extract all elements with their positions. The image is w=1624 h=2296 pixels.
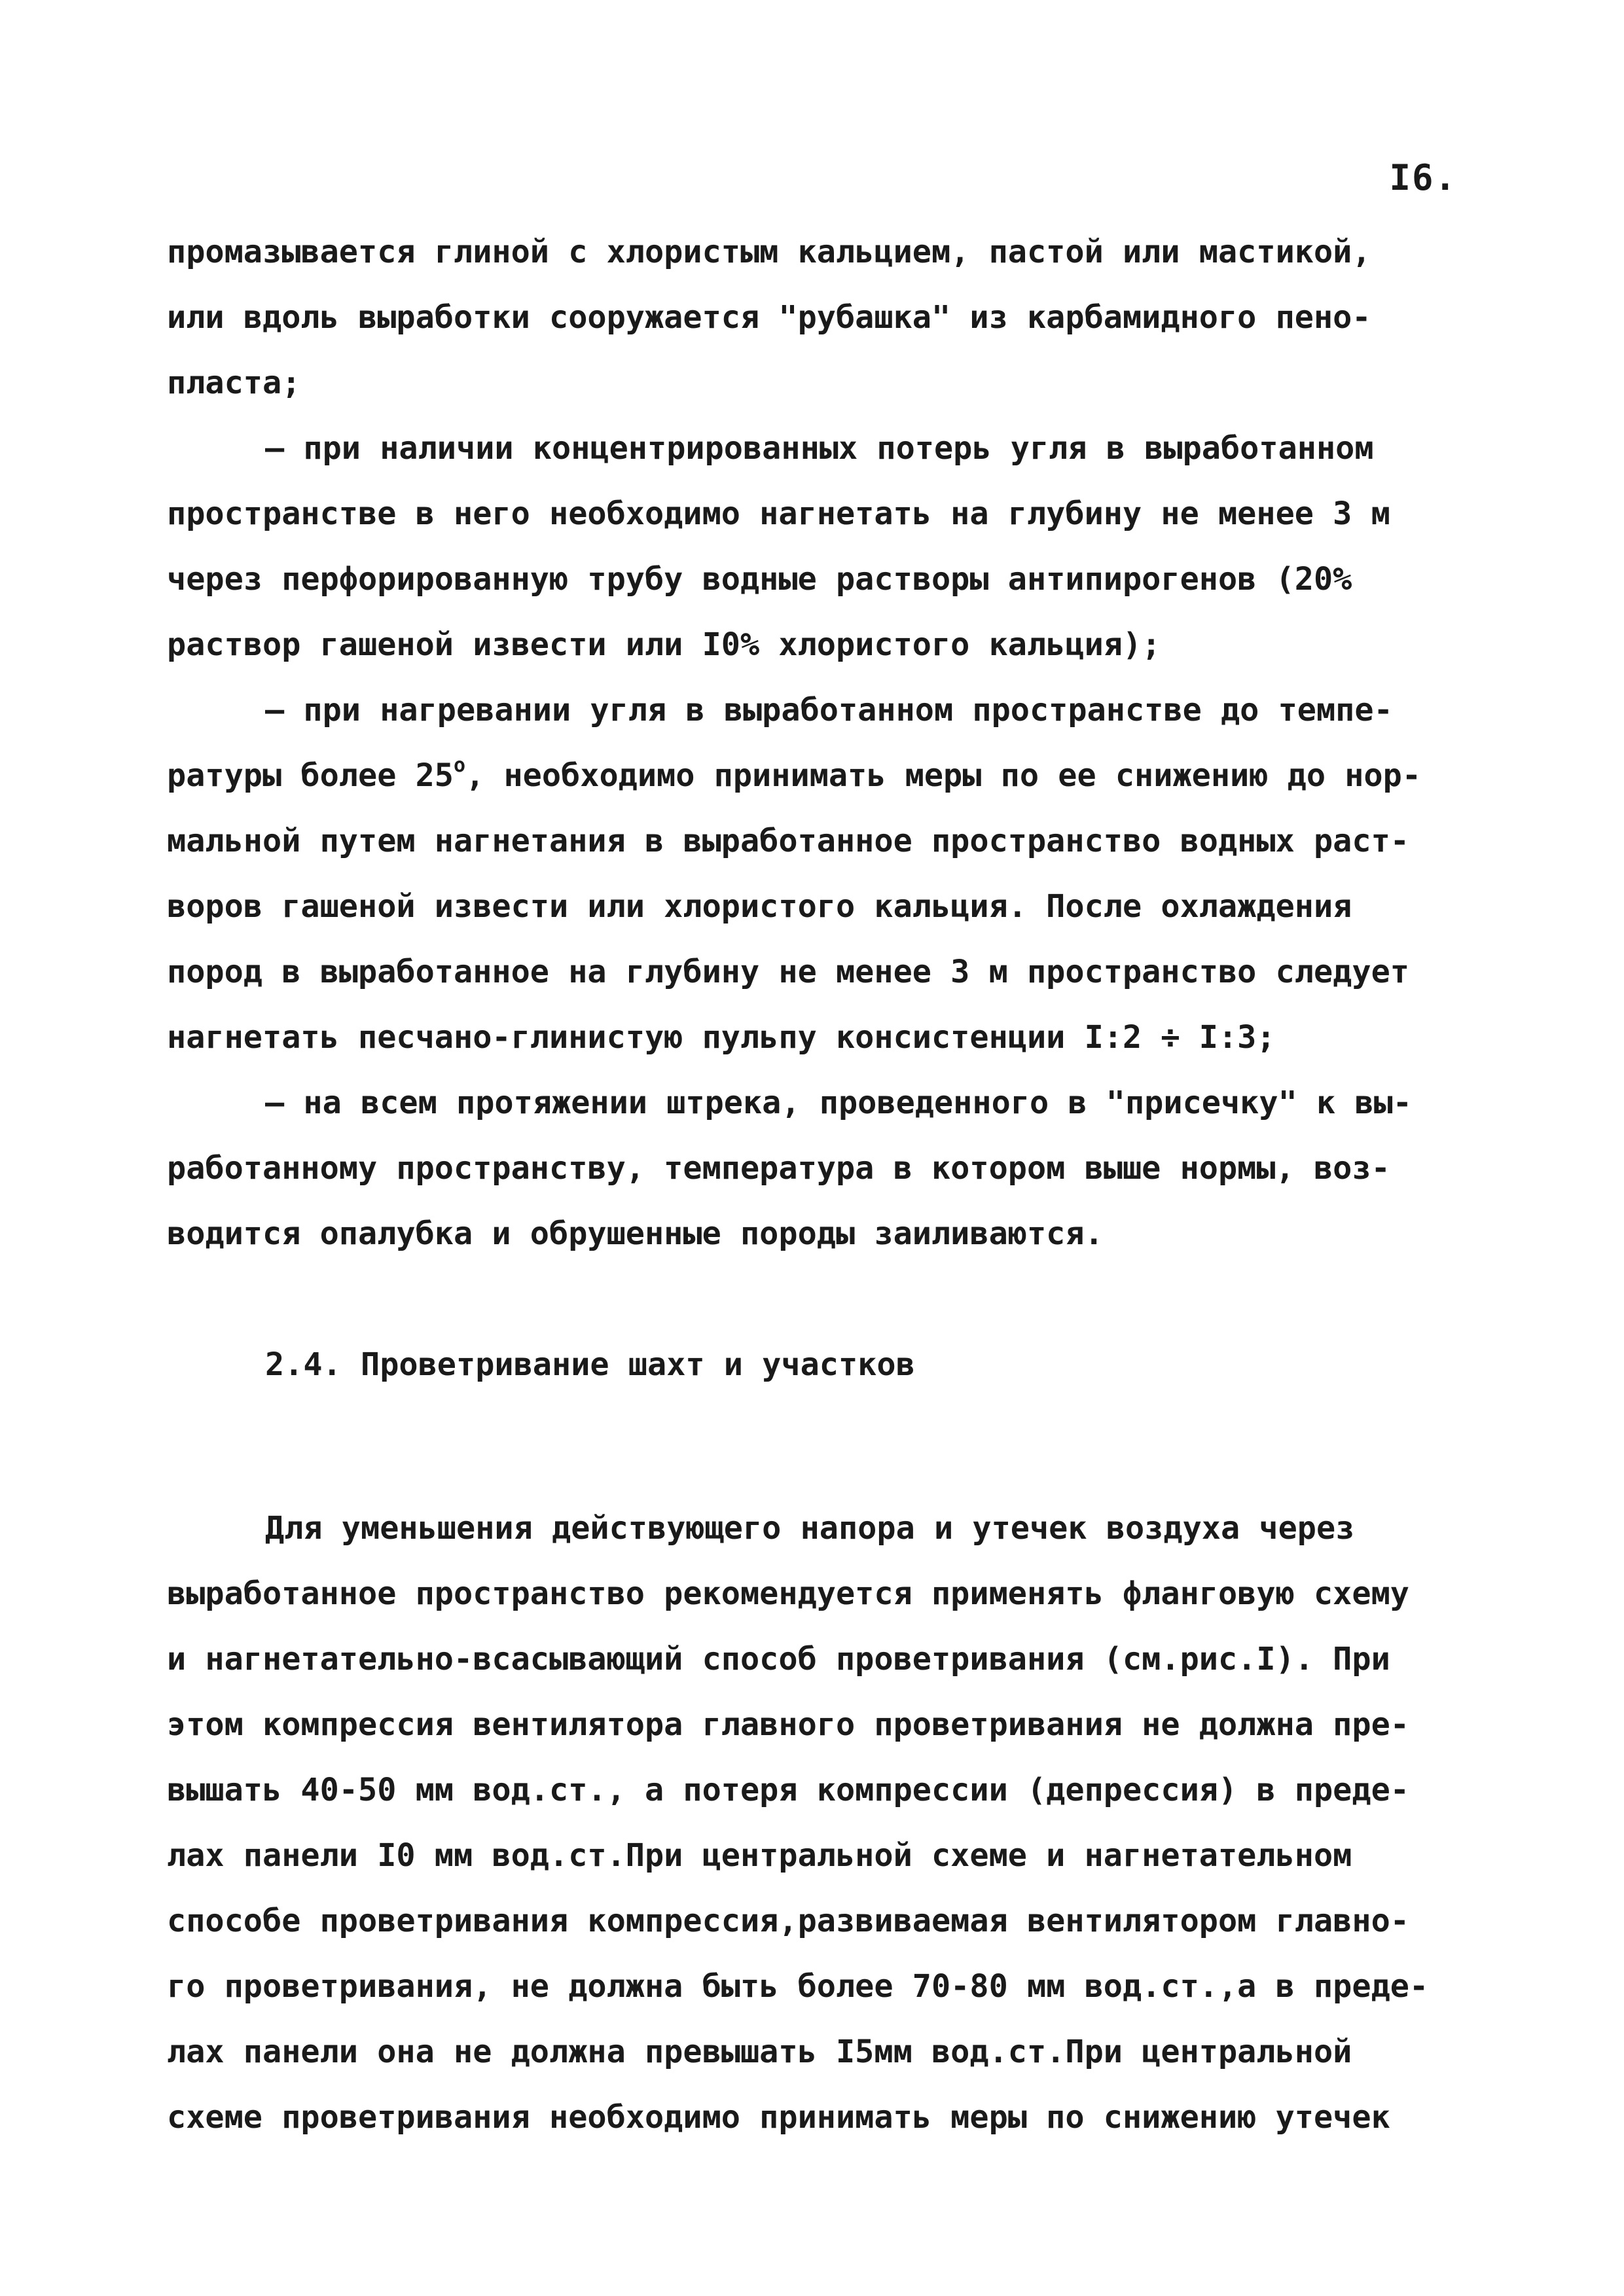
text-line: пород в выработанное на глубину не менее 3 м пространство следует — [167, 954, 1409, 990]
text-line: нагнетать песчано-глинистую пульпу консистенции I:2 ÷ I:3; — [167, 1019, 1276, 1056]
text-line: го проветривания, не должна быть более 70-80 мм вод.ст.,а в преде- — [167, 1968, 1429, 2005]
text-line: лах панели I0 мм вод.ст.При центральной схеме и нагнетательном — [167, 1837, 1352, 1874]
text-fragment: ратуры более 25 — [167, 757, 454, 794]
text-line: раствор гашеной извести или I0% хлористого кальция); — [167, 626, 1161, 663]
body-text — [167, 219, 1476, 2150]
text-line: схеме проветривания необходимо принимать меры по снижению утечек — [167, 2099, 1390, 2136]
text-line: работанному пространству, температура в котором выше нормы, воз- — [167, 1150, 1390, 1187]
text-fragment: , необходимо принимать меры по ее снижению до нор- — [465, 757, 1422, 794]
section-heading: 2.4. Проветривание шахт и участков — [265, 1346, 915, 1383]
text-line — [167, 743, 1476, 808]
text-line: водится опалубка и обрушенные породы заиливаются. — [167, 1215, 1104, 1252]
text-line: выработанное пространство рекомендуется применять фланговую схему — [167, 1575, 1409, 1612]
text-line: промазывается глиной с хлористым кальцием, пастой или мастикой, — [167, 234, 1371, 270]
text-line: через перфорированную трубу водные растворы антипирогенов (20% — [167, 561, 1352, 598]
text-line: этом компрессия вентилятора главного проветривания не должна пре- — [167, 1706, 1409, 1743]
degree-superscript: o — [454, 754, 466, 777]
text-line: и нагнетательно-всасывающий способ проветривания (см.рис.I). При — [167, 1641, 1390, 1677]
text-line: пространстве в него необходимо нагнетать на глубину не менее 3 м — [167, 495, 1390, 532]
text-line: – на всем протяжении штрека, проведенного в "присечку" к вы- — [265, 1085, 1412, 1121]
text-line: – при наличии концентрированных потерь угля в выработанном — [265, 430, 1374, 467]
text-line: или вдоль выработки сооружается "рубашка" из карбамидного пено- — [167, 299, 1371, 336]
text-line: мальной путем нагнетания в выработанное пространство водных раст- — [167, 823, 1409, 859]
text-line: – при нагревании угля в выработанном пространстве до темпе- — [265, 692, 1393, 728]
text-line: пласта; — [167, 365, 301, 401]
text-line: способе проветривания компрессия,развиваемая вентилятором главно- — [167, 1903, 1409, 1939]
text-line: Для уменьшения действующего напора и утечек воздуха через — [265, 1510, 1355, 1547]
page-number: I6. — [1389, 157, 1457, 198]
text-line: воров гашеной извести или хлористого кальция. После охлаждения — [167, 888, 1352, 925]
text-line: лах панели она не должна превышать I5мм вод.ст.При центральной — [167, 2034, 1352, 2070]
text-line: вышать 40-50 мм вод.ст., а потеря компрессии (депрессия) в преде- — [167, 1772, 1409, 1808]
